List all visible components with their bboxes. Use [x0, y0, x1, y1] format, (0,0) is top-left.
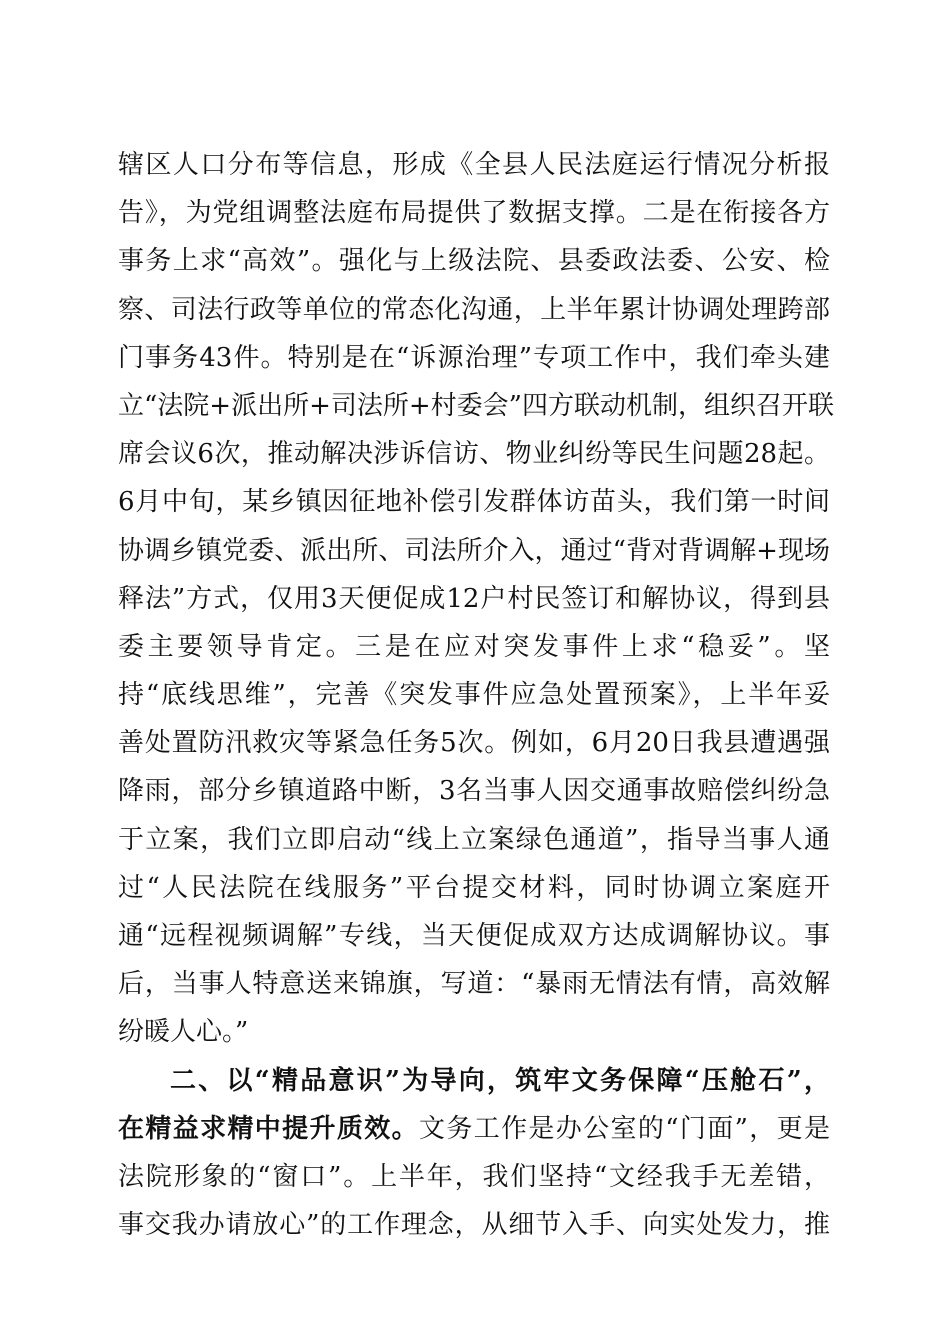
text-line	[118, 1105, 830, 1153]
document-body	[118, 141, 834, 1249]
text-line: 察、司法行政等单位的常态化沟通，上半年累计协调处理跨部	[118, 294, 830, 325]
text-line: 通“远程视频调解”专线，当天便促成双方达成调解协议。事	[118, 921, 830, 951]
text-line: 法院形象的“窗口”。上半年，我们坚持“文经我手无差错，	[118, 1161, 830, 1192]
paragraph-1	[118, 141, 834, 1057]
text-line: 过“人民法院在线服务”平台提交材料，同时协调立案庭开	[118, 872, 830, 903]
section-heading: 二、以“精品意识”为导向，筑牢文务保障“压舱石”，	[170, 1065, 830, 1096]
text-line: 纷暖人心。”	[118, 1017, 249, 1048]
text-line: 门事务43件。特别是在“诉源治理”专项工作中，我们牵头建	[118, 342, 830, 373]
text-line: 席会议6次，推动解决涉诉信访、物业纠纷等民生问题28起。	[118, 439, 830, 470]
text-line: 后，当事人特意送来锦旗，写道：“暴雨无情法有情，高效解	[118, 969, 830, 1000]
text-line: 于立案，我们立即启动“线上立案绿色通道”，指导当事人通	[118, 824, 830, 855]
text-line: 委主要领导肯定。三是在应对突发事件上求“稳妥”。坚	[118, 631, 830, 662]
text-line: 事交我办请放心”的工作理念，从细节入手、向实处发力，推	[118, 1210, 830, 1241]
section-heading-tail: 在精益求精中提升质效。	[118, 1113, 419, 1144]
text-line: 辖区人口分布等信息，形成《全县人民法庭运行情况分析报	[118, 150, 830, 180]
text-line: 降雨，部分乡镇道路中断，3名当事人因交通事故赔偿纠纷急	[118, 776, 830, 807]
text-line: 善处置防汛救灾等紧急任务5次。例如，6月20日我县遭遇强	[118, 728, 830, 759]
paragraph-2	[118, 1057, 830, 1250]
text-line: 立“法院+派出所+司法所+村委会”四方联动机制，组织召开联	[118, 390, 834, 421]
text-line: 告》，为党组调整法庭布局提供了数据支撑。二是在衔接各方	[118, 198, 830, 229]
text-line: 协调乡镇党委、派出所、司法所介入，通过“背对背调解+现场	[118, 535, 830, 566]
text-line-rest: 文务工作是办公室的“门面”，更是	[418, 1113, 830, 1144]
text-line: 事务上求“高效”。强化与上级法院、县委政法委、公安、检	[118, 246, 830, 277]
text-line: 持“底线思维”，完善《突发事件应急处置预案》，上半年妥	[118, 680, 830, 711]
text-line: 6月中旬，某乡镇因征地补偿引发群体访苗头，我们第一时间	[118, 487, 830, 518]
text-line: 释法”方式，仅用3天便促成12户村民签订和解协议，得到县	[118, 583, 830, 614]
